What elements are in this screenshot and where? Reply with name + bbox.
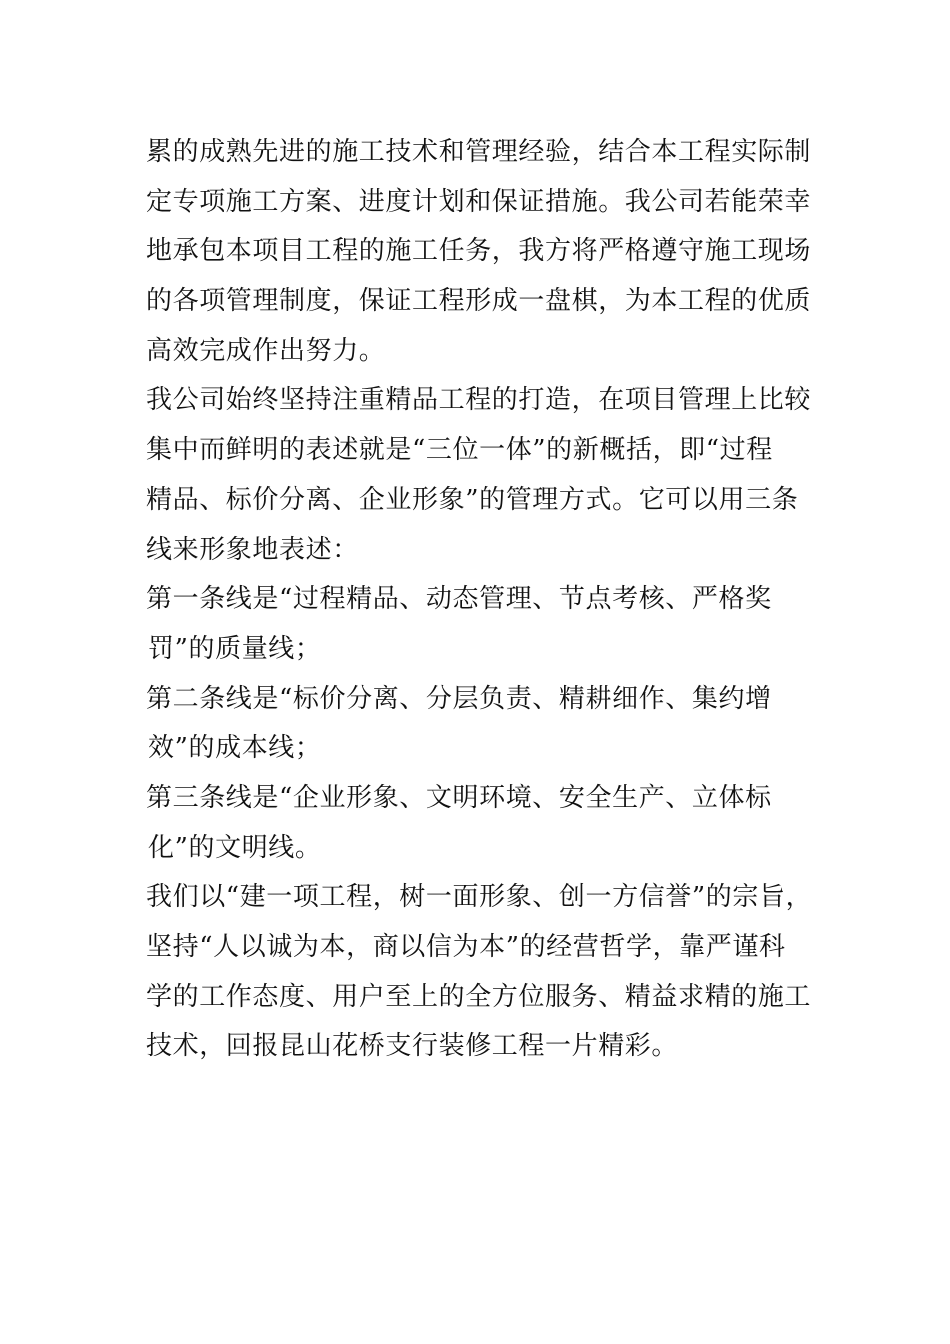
text-line: 的各项管理制度，保证工程形成一盘棋，为本工程的优质 — [146, 286, 812, 317]
text-line: 化”的文明线。 — [148, 832, 322, 863]
text-line: 罚”的质量线； — [148, 633, 322, 664]
text-line: 第三条线是“企业形象、文明环境、安全生产、立体标 — [146, 782, 772, 813]
document-body — [146, 128, 813, 1072]
text-line: 精品、标价分离、企业形象”的管理方式。它可以用三条 — [146, 484, 799, 515]
text-line: 第二条线是“标价分离、分层负责、精耕细作、集约增 — [146, 683, 772, 714]
text-line: 第一条线是“过程精品、动态管理、节点考核、严格奖 — [146, 584, 772, 615]
text-line: 我们以“建一项工程，树一面形象、创一方信誉”的宗旨， — [146, 882, 813, 913]
text-line: 定专项施工方案、进度计划和保证措施。我公司若能荣幸 — [146, 186, 812, 217]
text-line: 累的成熟先进的施工技术和管理经验，结合本工程实际制 — [146, 137, 812, 167]
text-line: 学的工作态度、用户至上的全方位服务、精益求精的施工 — [146, 981, 812, 1012]
text-line: 集中而鲜明的表述就是“三位一体”的新概括，即“过程 — [146, 435, 773, 466]
text-line: 技术，回报昆山花桥支行装修工程一片精彩。 — [146, 1031, 679, 1062]
text-line: 我公司始终坚持注重精品工程的打造，在项目管理上比较 — [146, 385, 812, 416]
text-line: 效”的成本线； — [148, 733, 322, 764]
text-line: 线来形象地表述： — [146, 534, 359, 565]
text-line: 高效完成作出努力。 — [146, 335, 386, 366]
text-line: 坚持“人以诚为本，商以信为本”的经营哲学，靠严谨科 — [146, 932, 786, 962]
text-line: 地承包本项目工程的施工任务，我方将严格遵守施工现场 — [146, 236, 812, 267]
